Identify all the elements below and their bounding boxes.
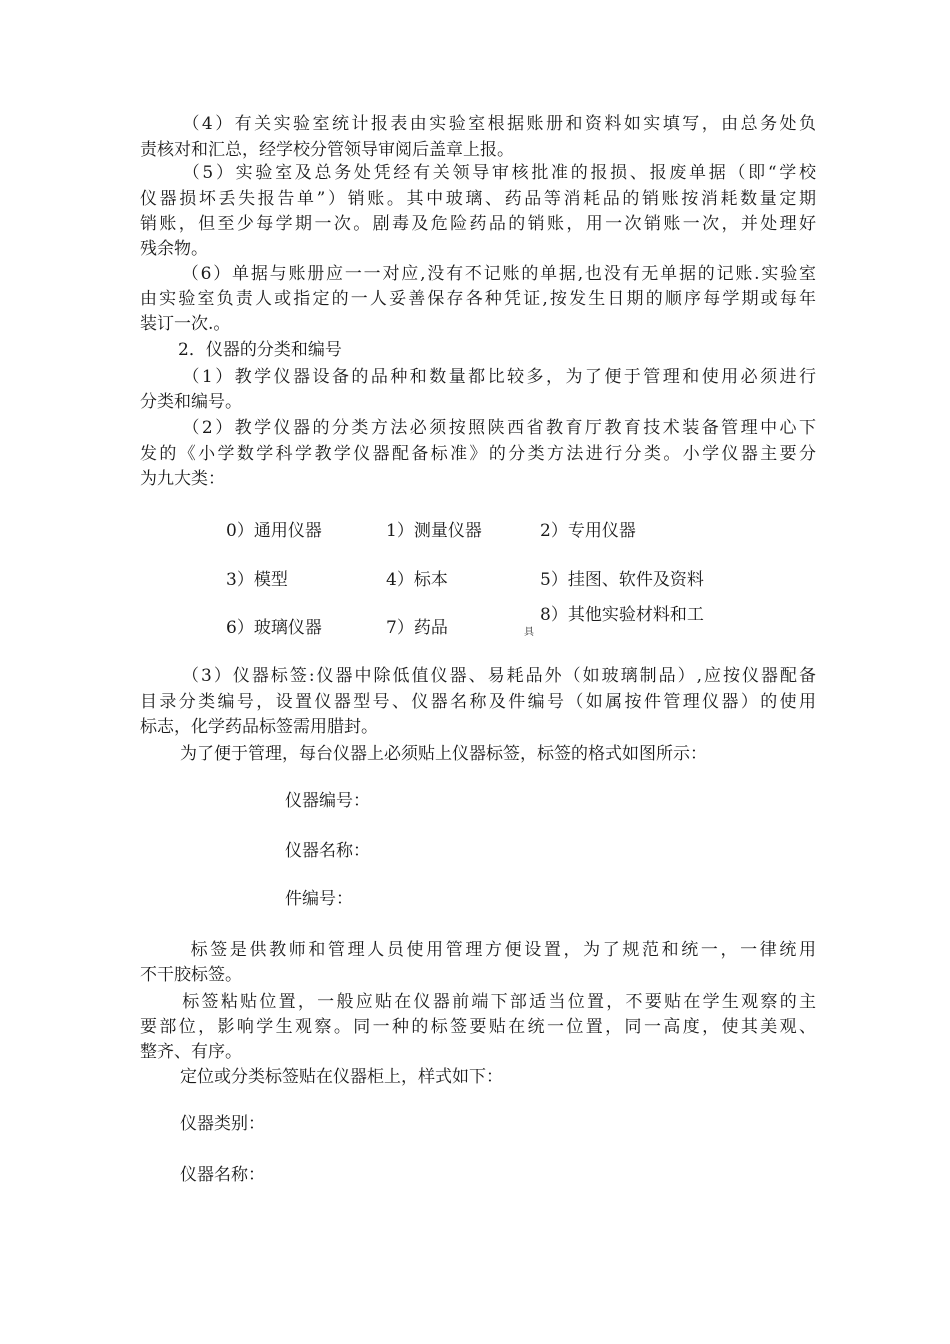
placement-line-3: 整齐、有序。 <box>140 1042 242 1062</box>
placement-line-2: 要部位，影响学生观察。同一种的标签要贴在统一位置，同一高度，使其美观、 <box>140 1017 816 1037</box>
cabinet-intro: 定位或分类标签贴在仪器柜上，样式如下： <box>180 1067 503 1087</box>
category-item: 1）测量仪器 <box>386 521 482 541</box>
category-item: 7）药品 <box>386 618 448 638</box>
category-item: 5）挂图、软件及资料 <box>540 570 704 590</box>
category-item: 6）玻璃仪器 <box>226 618 322 638</box>
classification-3-line-3: 标志，化学药品标签需用腊封。 <box>140 717 378 737</box>
category-item: 2）专用仪器 <box>540 521 636 541</box>
placement-line-1: 标签粘贴位置，一般应贴在仪器前端下部适当位置，不要贴在学生观察的主 <box>180 992 816 1012</box>
paragraph-4-line-1: （4）有关实验室统计报表由实验室根据账册和资料如实填写，由总务处负 <box>180 114 816 134</box>
paragraph-5-line-2: 仪器损坏丢失报告单”）销账。其中玻璃、药品等消耗品的销账按消耗数量定期 <box>140 189 816 209</box>
label-intro: 为了便于管理，每台仪器上必须贴上仪器标签，标签的格式如图所示： <box>180 744 707 764</box>
paragraph-4-line-2: 责核对和汇总，经学校分管领导审阅后盖章上报。 <box>140 140 514 160</box>
classification-2-line-3: 为九大类： <box>140 469 225 489</box>
paragraph-5-line-4: 残余物。 <box>140 239 208 259</box>
category-overflow-char: 具 <box>524 627 534 638</box>
classification-1-line-2: 分类和编号。 <box>140 392 242 412</box>
category-item: 0）通用仪器 <box>226 521 322 541</box>
classification-2-line-1: （2）教学仪器的分类方法必须按照陕西省教育厅教育技术装备管理中心下 <box>180 418 816 438</box>
label-field-number: 仪器编号： <box>285 791 370 811</box>
label-desc-line-2: 不干胶标签。 <box>140 965 242 985</box>
classification-2-line-2: 发的《小学数学科学教学仪器配备标准》的分类方法进行分类。小学仪器主要分 <box>140 444 816 464</box>
paragraph-6-line-2: 由实验室负责人或指定的一人妥善保存各种凭证,按发生日期的顺序每学期或每年 <box>140 289 816 309</box>
category-item: 4）标本 <box>386 570 448 590</box>
paragraph-5-line-3: 销账，但至少每学期一次。剧毒及危险药品的销账，用一次销账一次，并处理好 <box>140 214 816 234</box>
classification-3-line-2: 目录分类编号，设置仪器型号、仪器名称及件编号（如属按件管理仪器）的使用 <box>140 692 816 712</box>
section-heading: 2．仪器的分类和编号 <box>178 340 342 360</box>
paragraph-6-line-1: （6）单据与账册应一一对应,没有不记账的单据,也没有无单据的记账.实验室 <box>180 264 816 284</box>
label-field-piece-number: 件编号： <box>285 889 353 909</box>
classification-1-line-1: （1）教学仪器设备的品种和数量都比较多，为了便于管理和使用必须进行 <box>180 367 816 387</box>
classification-3-line-1: （3）仪器标签:仪器中除低值仪器、易耗品外（如玻璃制品）,应按仪器配备 <box>180 666 816 686</box>
category-item: 8）其他实验材料和工 <box>540 605 704 625</box>
paragraph-5-line-1: （5）实验室及总务处凭经有关领导审核批准的报损、报废单据（即“学校 <box>180 163 816 183</box>
paragraph-6-line-3: 装订一次.。 <box>140 314 231 334</box>
label-field-name: 仪器名称： <box>285 841 370 861</box>
label-desc-line-1: 标签是供教师和管理人员使用管理方便设置，为了规范和统一，一律统用 <box>188 940 816 960</box>
cabinet-field-category: 仪器类别： <box>180 1114 265 1134</box>
cabinet-field-name: 仪器名称： <box>180 1165 265 1185</box>
category-item: 3）模型 <box>226 570 288 590</box>
